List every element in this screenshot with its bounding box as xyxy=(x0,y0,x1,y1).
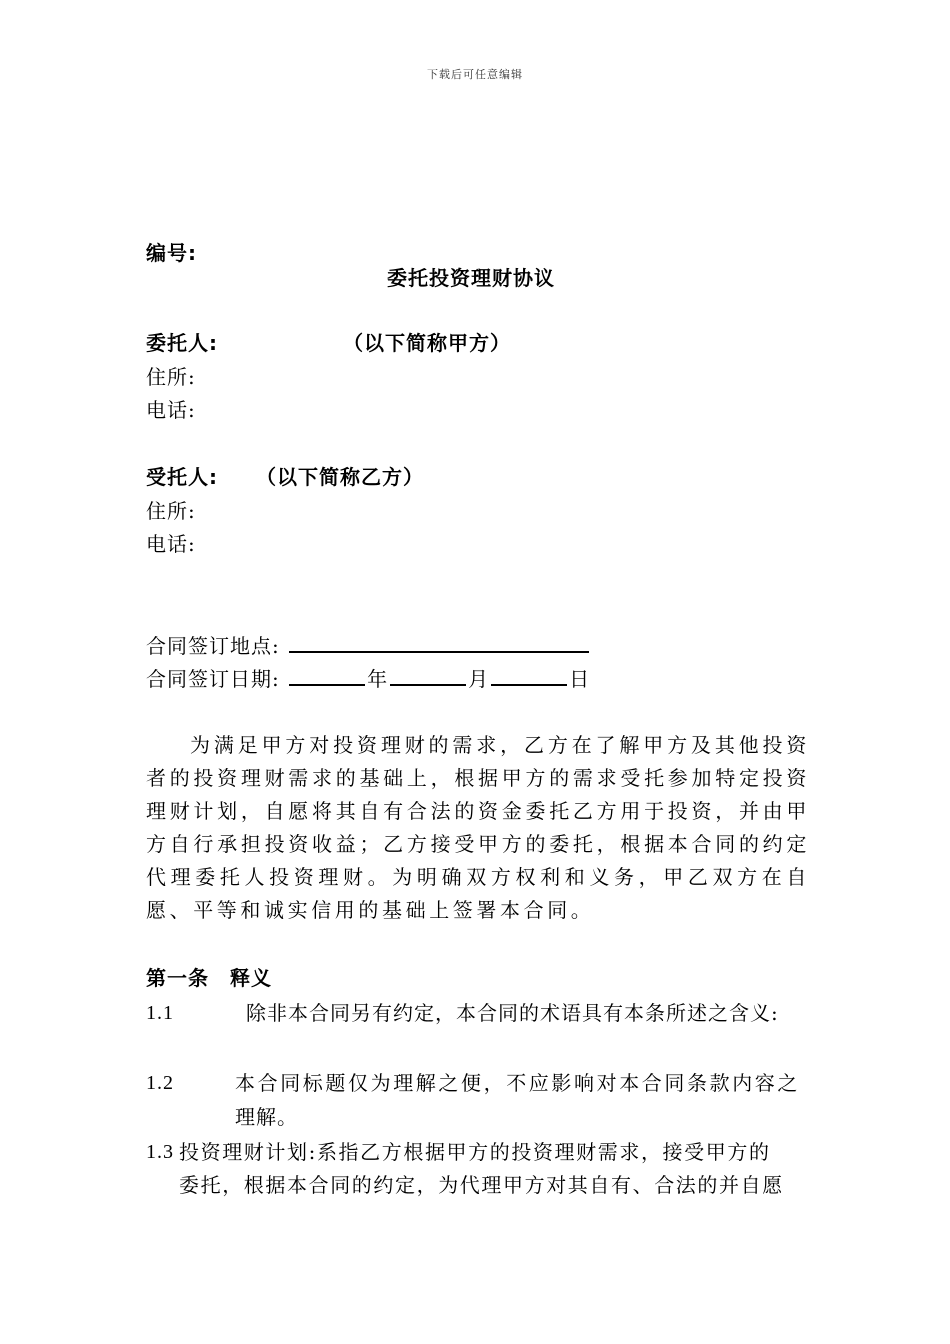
client-abbreviation: （以下简称甲方） xyxy=(343,331,511,355)
year-label: 年 xyxy=(367,667,389,691)
clause-1-3-line-2: 委托，根据本合同的约定，为代理甲方对其自有、合法的并自愿 xyxy=(179,1173,784,1197)
day-label: 日 xyxy=(569,667,591,691)
sign-day-blank xyxy=(491,662,567,686)
clause-1-2-line-2: 理解。 xyxy=(235,1105,298,1129)
clause-1-3-line-1: 投资理财计划:系指乙方根据甲方的投资理财需求，接受甲方的 xyxy=(179,1140,771,1164)
clause-1-2-number: 1.2 xyxy=(146,1072,174,1094)
sign-place-blank xyxy=(289,629,589,653)
article-1-heading: 第一条 释义 xyxy=(146,966,272,990)
client-label: 委托人: xyxy=(146,331,218,355)
clause-1-3-number: 1.3 xyxy=(146,1141,174,1163)
page-header-note: 下载后可任意编辑 xyxy=(427,68,523,81)
sign-place-label: 合同签订地点: xyxy=(146,634,280,658)
preamble-paragraph: 为满足甲方对投资理财的需求，乙方在了解甲方及其他投资者的投资理财需求的基础上，根据甲方的需求受托参加特定投资理财计划，自愿将其自有合法的资金委托乙方用于投资，并由甲方自行承担投资收益；乙方接受甲方的委托，根据本合同的约定代理委托人投资理财。为明确双方权利和义务，甲乙双方在自愿、平等和诚实信用的基础上签署本合同。 xyxy=(146,733,810,922)
clause-1-1-number: 1.1 xyxy=(146,1002,174,1024)
document-title: 委托投资理财协议 xyxy=(387,266,555,290)
clause-1-1-text: 除非本合同另有约定，本合同的术语具有本条所述之含义: xyxy=(246,1001,779,1025)
trustee-phone-label: 电话: xyxy=(146,532,196,556)
client-phone-label: 电话: xyxy=(146,398,196,422)
trustee-address-label: 住所: xyxy=(146,499,196,523)
contract-number-label: 编号: xyxy=(146,241,197,265)
month-label: 月 xyxy=(468,667,490,691)
trustee-label: 受托人: xyxy=(146,465,218,489)
client-address-label: 住所: xyxy=(146,365,196,389)
sign-date-label: 合同签订日期: xyxy=(146,667,280,691)
sign-year-blank xyxy=(289,662,365,686)
sign-month-blank xyxy=(390,662,466,686)
sign-place-row xyxy=(146,629,591,661)
sign-date-row xyxy=(146,662,590,694)
clause-1-2-line-1: 本合同标题仅为理解之便，不应影响对本合同条款内容之 xyxy=(235,1071,800,1095)
trustee-abbreviation: （以下简称乙方） xyxy=(256,465,424,489)
